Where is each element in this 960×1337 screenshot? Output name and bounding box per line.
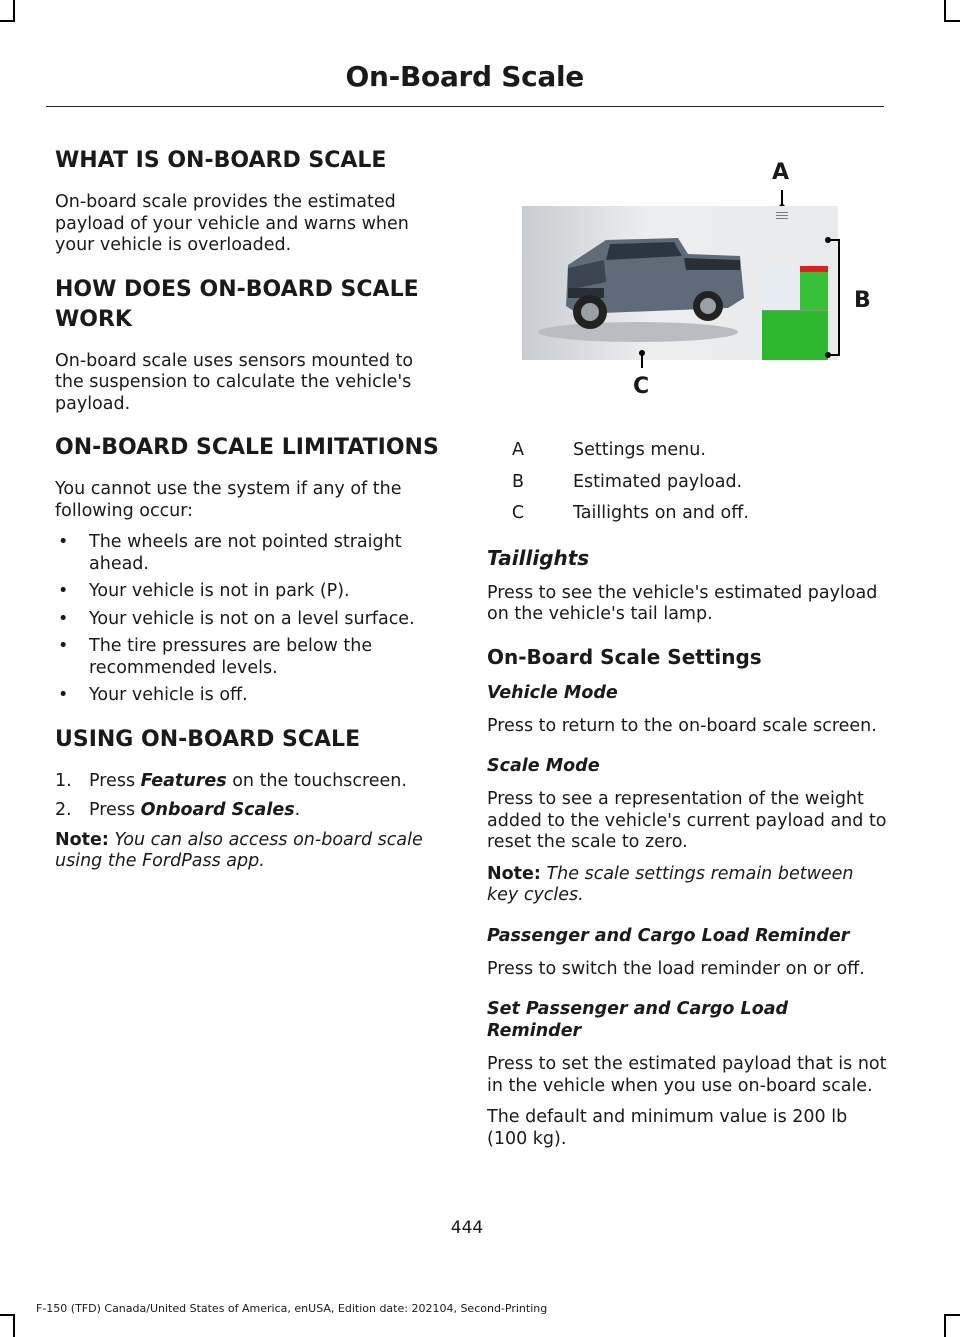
left-column [55, 146, 445, 873]
callout-b-bracket [838, 239, 840, 356]
crop-mark [13, 1314, 15, 1337]
crop-mark [944, 1314, 960, 1316]
crop-mark [944, 20, 960, 22]
paragraph: Press to see a representation of the weight added to the vehicle's current payload and to reset the scale to zero. [487, 789, 887, 852]
list-item: • Your vehicle is off. [58, 685, 248, 705]
callout-c: C [633, 374, 650, 399]
gauge-midline [762, 310, 828, 311]
gauge-upper-fill [800, 266, 828, 310]
header-divider [46, 106, 884, 107]
key-row: A Settings menu. [512, 440, 706, 460]
callout-b: B [854, 288, 871, 313]
bullet-icon: • [58, 685, 69, 705]
list-item: • The wheels are not pointed straight ahead. [58, 532, 402, 574]
truck-icon [528, 210, 758, 350]
paragraph: On-board scale provides the estimated payload of your vehicle and warns when your vehicle is overloaded. [55, 192, 409, 255]
taillights-heading: Taillights [487, 545, 590, 570]
features-term: Features [140, 770, 227, 791]
section-heading-limitations: ON-BOARD SCALE LIMITATIONS [55, 435, 439, 460]
scale-screen [522, 206, 838, 360]
page-number: 444 [450, 1218, 484, 1238]
page-title: On-Board Scale [345, 60, 584, 93]
section-heading-using: USING ON-BOARD SCALE [55, 726, 361, 752]
onboard-scales-term: Onboard Scales [140, 800, 295, 820]
load-reminder-title: Passenger and Cargo Load Reminder [487, 925, 850, 946]
bullet-icon: • [58, 608, 69, 629]
note: Note: The scale settings remain between key cycles. [487, 863, 854, 905]
paragraph: The default and minimum value is 200 lb (100 kg). [487, 1107, 848, 1149]
crop-mark [0, 1314, 15, 1316]
gauge-fill [762, 310, 828, 360]
gauge-overload [800, 266, 828, 272]
note: Note: You can also access on-board scale using the FordPass app. [55, 829, 423, 871]
section-heading-what-is: WHAT IS ON-BOARD SCALE [55, 148, 387, 173]
paragraph: Press to set the estimated payload that is not in the vehicle when you use on-board scale. [487, 1054, 887, 1096]
bullet-icon: • [58, 532, 69, 552]
paragraph: On-board scale uses sensors mounted to the suspension to calculate the vehicle's payload. [55, 350, 414, 414]
paragraph: You cannot use the system if any of the following occur: [55, 479, 402, 521]
crop-mark [944, 0, 946, 22]
bullet-icon: • [58, 636, 69, 656]
limitations-list [55, 532, 445, 707]
paragraph: Press to see the vehicle's estimated payload on the vehicle's tail lamp. [487, 582, 878, 624]
right-column [487, 440, 887, 1150]
paragraph: Press to switch the load reminder on or off. [487, 958, 865, 979]
vehicle-mode-title: Vehicle Mode [487, 682, 618, 703]
settings-heading: On-Board Scale Settings [487, 644, 762, 669]
callout-a: A [772, 160, 790, 185]
crop-mark [13, 0, 15, 22]
payload-gauge [762, 266, 828, 356]
step-item: 1. Press Features on the touchscreen. [55, 770, 407, 791]
list-item: • Your vehicle is not in park (P). [58, 581, 350, 601]
steps-list [55, 771, 445, 822]
key-row: C Taillights on and off. [511, 503, 749, 523]
bullet-icon: • [58, 581, 69, 601]
paragraph: Press to return to the on-board scale screen. [487, 715, 877, 736]
settings-menu-icon[interactable] [776, 212, 788, 221]
callout-a-line [781, 190, 783, 206]
key-row: B Estimated payload. [511, 471, 743, 492]
step-item: 2. Press Onboard Scales. [55, 800, 301, 820]
edition-info: F-150 (TFD) Canada/United States of America, enUSA, Edition date: 202104, Second-Printing [36, 1302, 548, 1315]
scale-mode-title: Scale Mode [487, 756, 600, 776]
crop-mark [0, 20, 15, 22]
callout-c-line [641, 352, 643, 368]
set-load-reminder-title: Set Passenger and Cargo Load Reminder [487, 999, 789, 1041]
list-item: • Your vehicle is not on a level surface. [58, 608, 415, 629]
on-board-scale-screen-illustration [520, 160, 890, 405]
section-heading-how-does: HOW DOES ON-BOARD SCALE WORK [55, 276, 419, 332]
list-item: • The tire pressures are below the recommended levels. [58, 636, 373, 678]
crop-mark [944, 1314, 946, 1337]
